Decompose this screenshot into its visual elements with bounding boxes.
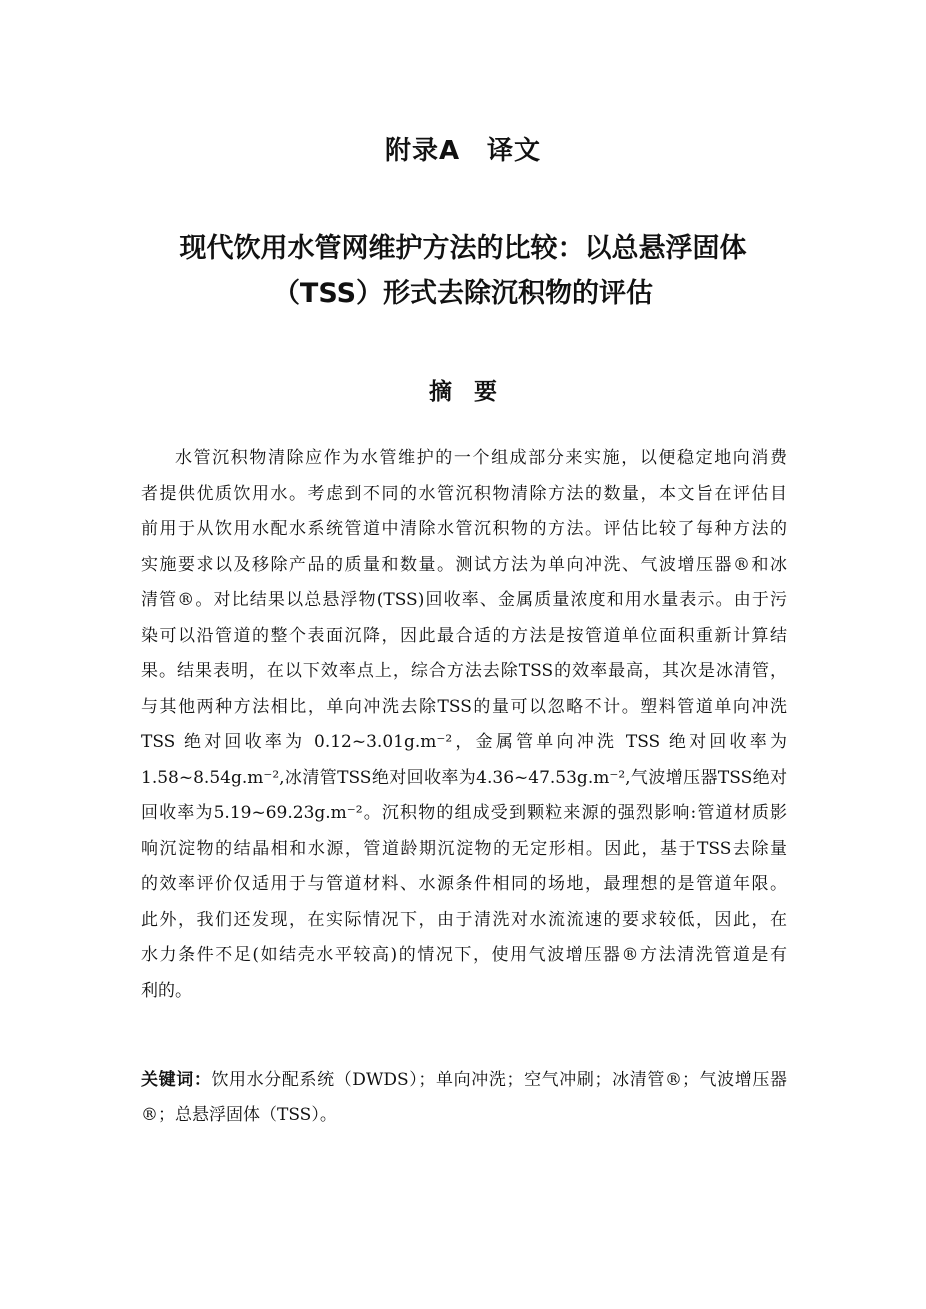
abstract-line: 的效率评价仅适用于与管道材料、水源条件相同的场地，最理想的是管道年限。 — [141, 874, 787, 894]
abstract-line: 实施要求以及移除产品的质量和数量。测试方法为单向冲洗、气波增压器®和冰 — [141, 554, 787, 575]
abstract-body — [141, 441, 787, 1009]
abstract-line: 前用于从饮用水配水系统管道中清除水管沉积物的方法。评估比较了每种方法的 — [141, 519, 787, 539]
abstract-line: 水管沉积物清除应作为水管维护的一个组成部分来实施，以便稳定地向消费 — [175, 448, 787, 468]
abstract-line: 回收率为5.19~69.23g.m⁻²。沉积物的组成受到颗粒来源的强烈影响:管道材质影 — [141, 803, 787, 823]
abstract-line: 清管®。对比结果以总悬浮物(TSS)回收率、金属质量浓度和用水量表示。由于污 — [141, 590, 787, 610]
abstract-line: 者提供优质饮用水。考虑到不同的水管沉积物清除方法的数量，本文旨在评估目 — [141, 483, 787, 504]
abstract-heading: 摘要 — [429, 379, 519, 405]
abstract-line: TSS 绝对回收率为 0.12~3.01g.m⁻²，金属管单向冲洗 TSS 绝对回收率为 — [141, 732, 787, 752]
paper-title-line-2: （TSS）形式去除沉积物的评估 — [272, 278, 654, 309]
paper-title-line-1: 现代饮用水管网维护方法的比较：以总悬浮固体 — [179, 233, 747, 264]
keywords-section — [141, 1063, 787, 1133]
keywords-line-1 — [141, 1063, 787, 1098]
paper-title — [0, 226, 926, 316]
keywords-text-1: 饮用水分配系统（DWDS）；单向冲洗；空气冲刷；冰清管®；气波增压器 — [211, 1070, 787, 1090]
appendix-title: 附录A 译文 — [384, 136, 542, 166]
abstract-line: 响沉淀物的结晶相和水源，管道龄期沉淀物的无定形相。因此，基于TSS去除量 — [141, 838, 787, 859]
abstract-line: 1.58~8.54g.m⁻²,冰清管TSS绝对回收率为4.36~47.53g.m⁻²,气波增压器TSS绝对 — [141, 767, 787, 788]
abstract-line: 此外，我们还发现，在实际情况下，由于清洗对水流流速的要求较低，因此，在 — [141, 909, 787, 930]
abstract-line: 染可以沿管道的整个表面沉降，因此最合适的方法是按管道单位面积重新计算结 — [141, 625, 787, 646]
keywords-label: 关键词： — [141, 1070, 212, 1090]
abstract-line: 利的。 — [141, 980, 192, 1001]
abstract-line: 水力条件不足(如结壳水平较高)的情况下，使用气波增压器®方法清洗管道是有 — [141, 945, 787, 965]
keywords-line-2: ®；总悬浮固体（TSS）。 — [141, 1105, 337, 1125]
abstract-line: 与其他两种方法相比，单向冲洗去除TSS的量可以忽略不计。塑料管道单向冲洗 — [141, 696, 787, 717]
abstract-line: 果。结果表明，在以下效率点上，综合方法去除TSS的效率最高，其次是冰清管， — [141, 661, 787, 681]
